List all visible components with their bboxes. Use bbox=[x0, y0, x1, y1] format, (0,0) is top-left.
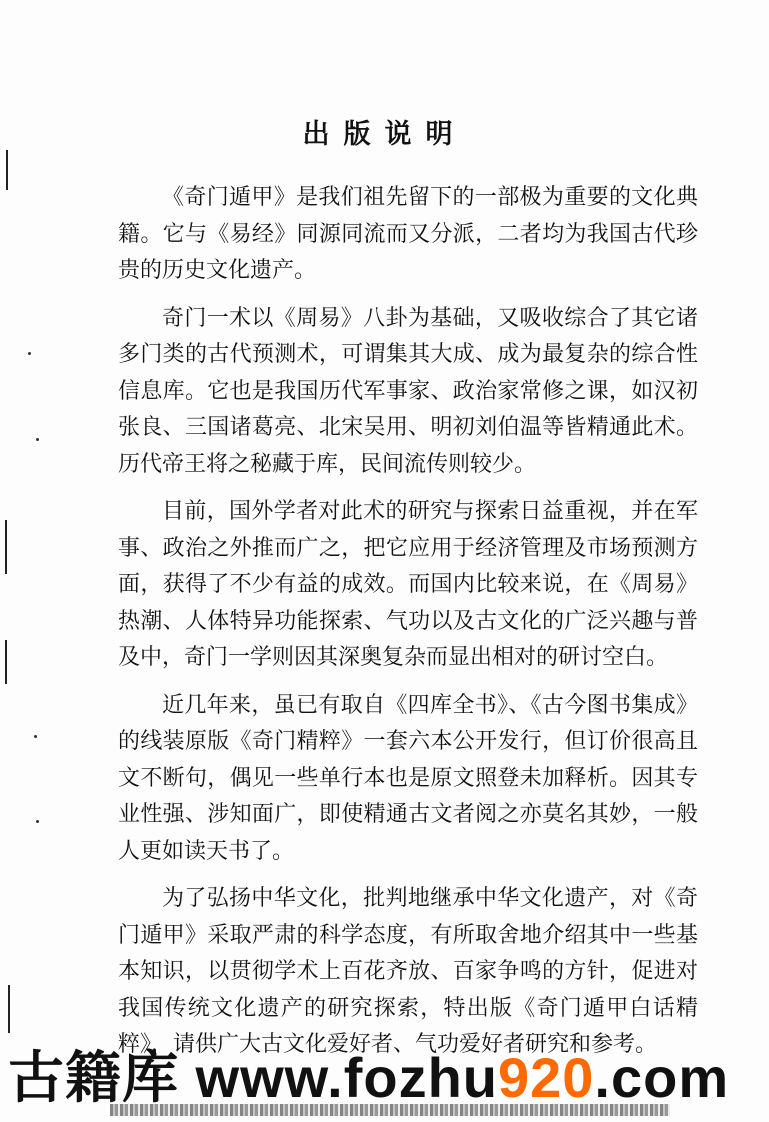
paragraph: 奇门一术以《周易》八卦为基础，又吸收综合了其它诸多门类的古代预测术，可谓集其大成、成为最复杂的综合性信息库。它也是我国历代军事家、政治家常修之课，如汉初张良、三国诸葛亮、北宋吴用、明初刘伯温等皆精通此术。历代帝王将之秘藏于库，民间流传则较少。 bbox=[118, 305, 698, 477]
page-title: 出版说明 bbox=[302, 119, 467, 150]
scan-artifact bbox=[6, 150, 8, 190]
scan-artifact bbox=[34, 735, 37, 738]
paragraph: 目前，国外学者对此术的研究与探索日益重视，并在军事、政治之外推而广之，把它应用于经济管理及市场预测方面，获得了不少有益的成效。而国内比较来说，在《周易》热潮、人体特异功能探索、气功以及古文化的广泛兴趣与普及中，奇门一学则因其深奥复杂而显出相对的研讨空白。 bbox=[118, 499, 698, 670]
scan-artifact bbox=[36, 820, 39, 823]
watermark-site-pre: www.fozhu bbox=[179, 1046, 498, 1109]
watermark-site-number: 920 bbox=[497, 1046, 595, 1109]
scan-artifact bbox=[8, 985, 10, 1033]
scan-artifact bbox=[5, 640, 7, 684]
scan-artifact bbox=[5, 520, 7, 574]
watermark-site-suffix: .com bbox=[594, 1046, 730, 1109]
document-body bbox=[118, 180, 698, 1075]
footer-watermark-band bbox=[0, 1040, 769, 1122]
paragraph: 近几年来，虽已有取自《四库全书》、《古今图书集成》的线装原版《奇门精粹》一套六本公开发行，但订价很高且文不断句，偶见一些单行本也是原文照登未加释析。因其专业性强、涉知面广，即使精通古文者阅之亦莫名其妙，一般人更如读天书了。 bbox=[118, 692, 698, 864]
paragraph: 为了弘扬中华文化，批判地继承中华文化遗产，对《奇门遁甲》采取严肃的科学态度，有所取舍地介绍其中一些基本知识，以贯彻学术上百花齐放、百家争鸣的方针，促进对我国传统文化遗产的研究探索，特出版《奇门遁甲白话精粹》，请供广大古文化爱好者、气功爱好者研究和参考。 bbox=[118, 886, 698, 1057]
scan-artifact bbox=[36, 438, 39, 441]
scan-artifact bbox=[28, 352, 31, 355]
paragraph: 《奇门遁甲》是我们祖先留下的一部极为重要的文化典籍。它与《易经》同源同流而又分派，二者均为我国古代珍贵的历史文化遗产。 bbox=[118, 185, 698, 283]
watermark-prefix: 古籍库 bbox=[8, 1046, 179, 1109]
site-watermark bbox=[8, 1046, 729, 1110]
